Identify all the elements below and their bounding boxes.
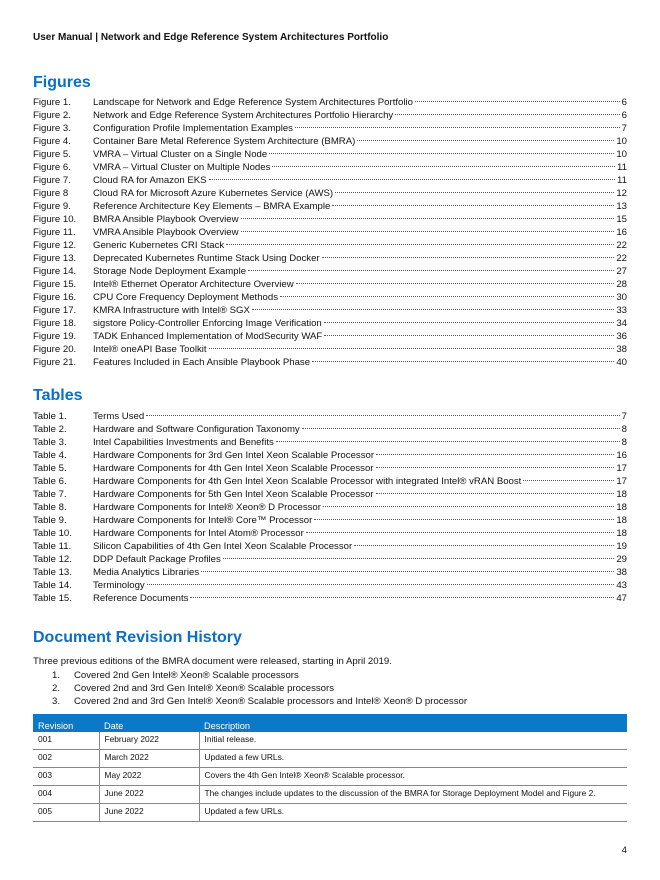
toc-entry[interactable] [33, 579, 627, 592]
toc-title: Silicon Capabilities of 4th Gen Intel Xeon Scalable Processor [93, 541, 353, 552]
toc-page: 17 [616, 463, 627, 474]
toc-page: 7 [621, 411, 627, 422]
toc-leader [324, 322, 615, 323]
table-row [33, 732, 627, 750]
toc-title: Hardware Components for Intel® Xeon® D Processor [93, 502, 321, 513]
toc-label: Table 4. [33, 450, 67, 461]
toc-leader [252, 309, 614, 310]
toc-label: Figure 11. [33, 227, 76, 238]
toc-title: sigstore Policy-Controller Enforcing Image Verification [93, 318, 322, 329]
toc-page: 27 [616, 266, 627, 277]
toc-label: Figure 3. [33, 123, 71, 134]
toc-entry[interactable] [33, 200, 627, 213]
toc-page: 11 [617, 175, 627, 186]
toc-label: Figure 13. [33, 253, 77, 264]
toc-title: VMRA – Virtual Cluster on Multiple Nodes [93, 162, 271, 173]
toc-entry[interactable] [33, 265, 627, 278]
toc-leader [248, 270, 614, 271]
toc-entry[interactable] [33, 514, 627, 527]
toc-page: 18 [616, 515, 627, 526]
cell-description: The changes include updates to the discussion of the BMRA for Storage Deployment Model and Figure 2. [199, 786, 627, 804]
toc-entry[interactable] [33, 317, 627, 330]
toc-leader [354, 545, 614, 546]
toc-leader [302, 428, 620, 429]
toc-leader [376, 493, 615, 494]
toc-label: Figure 17. [33, 305, 77, 316]
toc-label: Figure 16. [33, 292, 77, 303]
toc-entry[interactable] [33, 527, 627, 540]
toc-entry[interactable] [33, 423, 627, 436]
toc-entry[interactable] [33, 291, 627, 304]
toc-entry[interactable] [33, 96, 627, 109]
toc-label: Figure 2. [33, 110, 71, 121]
toc-page: 43 [616, 580, 627, 591]
list-number: 3. [52, 696, 61, 707]
toc-entry[interactable] [33, 239, 627, 252]
toc-label: Figure 12. [33, 240, 77, 251]
toc-title: BMRA Ansible Playbook Overview [93, 214, 239, 225]
toc-label: Table 3. [33, 437, 67, 448]
toc-label: Table 10. [33, 528, 72, 539]
toc-entry[interactable] [33, 436, 627, 449]
toc-leader [295, 127, 620, 128]
toc-title: CPU Core Frequency Deployment Methods [93, 292, 279, 303]
toc-page: 17 [616, 476, 627, 487]
toc-title: Intel® Ethernet Operator Architecture Overview [93, 279, 294, 290]
toc-page: 7 [621, 123, 627, 134]
cell-date: March 2022 [99, 750, 199, 768]
toc-entry[interactable] [33, 462, 627, 475]
toc-leader [314, 519, 614, 520]
toc-page: 38 [616, 567, 627, 578]
toc-title: Terminology [93, 580, 145, 591]
toc-leader [146, 415, 619, 416]
toc-page: 38 [616, 344, 627, 355]
toc-title: KMRA Infrastructure with Intel® SGX [93, 305, 250, 316]
toc-title: Hardware and Software Configuration Taxonomy [93, 424, 300, 435]
toc-title: VMRA – Virtual Cluster on a Single Node [93, 149, 268, 160]
toc-entry[interactable] [33, 475, 627, 488]
toc-label: Table 8. [33, 502, 67, 513]
list-number: 1. [52, 670, 61, 681]
cell-description: Updated a few URLs. [199, 750, 627, 768]
column-header-date: Date [99, 714, 199, 732]
toc-entry[interactable] [33, 553, 627, 566]
table-row [33, 750, 627, 768]
toc-leader [415, 101, 620, 102]
list-item [52, 682, 467, 695]
toc-page: 22 [616, 253, 627, 264]
cell-date: June 2022 [99, 804, 199, 822]
toc-title: DDP Default Package Profiles [93, 554, 221, 565]
cell-description: Initial release. [199, 732, 627, 750]
toc-page: 6 [621, 97, 627, 108]
toc-entry[interactable] [33, 540, 627, 553]
toc-title: Configuration Profile Implementation Examples [93, 123, 293, 134]
toc-entry[interactable] [33, 213, 627, 226]
toc-entry[interactable] [33, 488, 627, 501]
toc-label: Table 9. [33, 515, 67, 526]
cell-revision: 005 [33, 804, 99, 822]
toc-page: 13 [616, 201, 627, 212]
table-row [33, 768, 627, 786]
toc-leader [223, 558, 615, 559]
toc-leader [523, 480, 614, 481]
toc-label: Figure 6. [33, 162, 71, 173]
toc-label: Table 11. [33, 541, 72, 552]
list-text: Covered 2nd Gen Intel® Xeon® Scalable processors [74, 670, 299, 681]
toc-label: Figure 4. [33, 136, 71, 147]
toc-page: 8 [621, 437, 627, 448]
cell-description: Covers the 4th Gen Intel® Xeon® Scalable processor. [199, 768, 627, 786]
toc-label: Table 7. [33, 489, 67, 500]
toc-title: Hardware Components for Intel Atom® Processor [93, 528, 304, 539]
toc-entry[interactable] [33, 109, 627, 122]
toc-entry[interactable] [33, 304, 627, 317]
toc-title: Features Included in Each Ansible Playbook Phase [93, 357, 311, 368]
toc-leader [209, 179, 615, 180]
toc-label: Figure 1. [33, 97, 71, 108]
toc-entry[interactable] [33, 187, 627, 200]
toc-title: Intel Capabilities Investments and Benefits [93, 437, 274, 448]
toc-label: Table 13. [33, 567, 72, 578]
toc-entry[interactable] [33, 566, 627, 579]
document-header: User Manual | Network and Edge Reference System Architectures Portfolio [33, 32, 389, 43]
toc-page: 22 [616, 240, 627, 251]
toc-entry[interactable] [33, 148, 627, 161]
toc-leader [296, 283, 615, 284]
column-header-revision: Revision [33, 714, 99, 732]
toc-page: 36 [616, 331, 627, 342]
toc-title: Media Analytics Libraries [93, 567, 200, 578]
toc-label: Figure 20. [33, 344, 77, 355]
toc-leader [201, 571, 614, 572]
page-number: 4 [621, 845, 627, 856]
toc-label: Figure 18. [33, 318, 77, 329]
toc-label: Figure 14. [33, 266, 77, 277]
figures-heading: Figures [33, 74, 91, 91]
toc-title: Deprecated Kubernetes Runtime Stack Using Docker [93, 253, 320, 264]
toc-label: Table 2. [33, 424, 67, 435]
toc-entry[interactable] [33, 252, 627, 265]
toc-title: Generic Kubernetes CRI Stack [93, 240, 225, 251]
toc-page: 30 [616, 292, 627, 303]
toc-title: Network and Edge Reference System Architectures Portfolio Hierarchy [93, 110, 394, 121]
toc-page: 6 [621, 110, 627, 121]
toc-page: 8 [621, 424, 627, 435]
toc-page: 18 [616, 489, 627, 500]
toc-leader [376, 467, 615, 468]
toc-page: 19 [616, 541, 627, 552]
list-item [52, 695, 467, 708]
toc-label: Figure 15. [33, 279, 77, 290]
toc-page: 10 [616, 136, 627, 147]
toc-page: 10 [616, 149, 627, 160]
toc-leader [306, 532, 615, 533]
revision-editions-list [52, 669, 467, 708]
toc-leader [357, 140, 614, 141]
toc-leader [322, 257, 615, 258]
cell-date: May 2022 [99, 768, 199, 786]
toc-entry[interactable] [33, 122, 627, 135]
toc-title: Hardware Components for 5th Gen Intel Xeon Scalable Processor [93, 489, 374, 500]
figures-list [33, 96, 627, 369]
cell-revision: 004 [33, 786, 99, 804]
toc-leader [226, 244, 614, 245]
toc-title: Reference Architecture Key Elements – BMRA Example [93, 201, 331, 212]
toc-page: 34 [616, 318, 627, 329]
toc-label: Table 12. [33, 554, 72, 565]
toc-entry[interactable] [33, 135, 627, 148]
list-item [52, 669, 467, 682]
toc-leader [376, 454, 614, 455]
toc-title: Hardware Components for Intel® Core™ Processor [93, 515, 313, 526]
toc-entry[interactable] [33, 278, 627, 291]
list-text: Covered 2nd and 3rd Gen Intel® Xeon® Scalable processors [74, 683, 334, 694]
toc-title: TADK Enhanced Implementation of ModSecurity WAF [93, 331, 323, 342]
toc-label: Figure 5. [33, 149, 71, 160]
toc-leader [280, 296, 614, 297]
toc-title: Hardware Components for 4th Gen Intel Xeon Scalable Processor with integrated Intel® vRAN Boost [93, 476, 522, 487]
toc-leader [276, 441, 620, 442]
toc-page: 16 [616, 450, 627, 461]
list-number: 2. [52, 683, 61, 694]
toc-page: 18 [616, 502, 627, 513]
cell-date: June 2022 [99, 786, 199, 804]
toc-page: 47 [616, 593, 627, 604]
toc-leader [269, 153, 614, 154]
list-text: Covered 2nd and 3rd Gen Intel® Xeon® Scalable processors and Intel® Xeon® D processor [74, 696, 468, 707]
toc-label: Figure 21. [33, 357, 77, 368]
toc-title: Landscape for Network and Edge Reference System Architectures Portfolio [93, 97, 413, 108]
tables-heading: Tables [33, 387, 83, 404]
table-row [33, 804, 627, 822]
toc-label: Figure 10. [33, 214, 77, 225]
toc-page: 12 [616, 188, 627, 199]
toc-leader [147, 584, 615, 585]
tables-list [33, 410, 627, 605]
toc-entry[interactable] [33, 330, 627, 343]
table-header-row [33, 714, 627, 732]
toc-leader [241, 218, 615, 219]
toc-label: Table 14. [33, 580, 72, 591]
toc-page: 16 [616, 227, 627, 238]
toc-title: Cloud RA for Microsoft Azure Kubernetes Service (AWS) [93, 188, 334, 199]
toc-page: 15 [616, 214, 627, 225]
revision-intro: Three previous editions of the BMRA document were released, starting in April 2019. [33, 656, 392, 667]
toc-title: Container Bare Metal Reference System Architecture (BMRA) [93, 136, 356, 147]
toc-leader [335, 192, 614, 193]
toc-title: Cloud RA for Amazon EKS [93, 175, 207, 186]
toc-entry[interactable] [33, 410, 627, 423]
toc-label: Figure 9. [33, 201, 71, 212]
toc-label: Figure 7. [33, 175, 71, 186]
toc-leader [209, 348, 615, 349]
toc-entry[interactable] [33, 161, 627, 174]
toc-entry[interactable] [33, 449, 627, 462]
toc-leader [323, 506, 614, 507]
toc-leader [332, 205, 614, 206]
toc-leader [190, 597, 614, 598]
toc-page: 11 [617, 162, 627, 173]
toc-leader [272, 166, 615, 167]
toc-entry[interactable] [33, 174, 627, 187]
table-row [33, 786, 627, 804]
toc-page: 18 [616, 528, 627, 539]
toc-page: 33 [616, 305, 627, 316]
revision-table [33, 714, 627, 822]
toc-label: Table 15. [33, 593, 72, 604]
toc-leader [324, 335, 614, 336]
toc-label: Table 1. [33, 411, 67, 422]
toc-title: Storage Node Deployment Example [93, 266, 247, 277]
toc-label: Figure 19. [33, 331, 77, 342]
toc-title: Hardware Components for 4th Gen Intel Xeon Scalable Processor [93, 463, 374, 474]
toc-entry[interactable] [33, 501, 627, 514]
toc-label: Figure 8 [33, 188, 69, 199]
toc-page: 28 [616, 279, 627, 290]
toc-leader [241, 231, 615, 232]
revision-heading: Document Revision History [33, 629, 242, 646]
cell-revision: 001 [33, 732, 99, 750]
toc-label: Table 6. [33, 476, 67, 487]
toc-title: Terms Used [93, 411, 145, 422]
toc-label: Table 5. [33, 463, 67, 474]
toc-entry[interactable] [33, 226, 627, 239]
toc-title: Hardware Components for 3rd Gen Intel Xeon Scalable Processor [93, 450, 375, 461]
cell-revision: 003 [33, 768, 99, 786]
toc-entry[interactable] [33, 343, 627, 356]
toc-leader [395, 114, 619, 115]
toc-page: 40 [616, 357, 627, 368]
toc-leader [312, 361, 614, 362]
toc-title: Intel® oneAPI Base Toolkit [93, 344, 207, 355]
cell-date: February 2022 [99, 732, 199, 750]
toc-title: Reference Documents [93, 593, 189, 604]
cell-description: Updated a few URLs. [199, 804, 627, 822]
toc-entry[interactable] [33, 356, 627, 369]
toc-page: 29 [616, 554, 627, 565]
toc-title: VMRA Ansible Playbook Overview [93, 227, 239, 238]
toc-entry[interactable] [33, 592, 627, 605]
cell-revision: 002 [33, 750, 99, 768]
column-header-description: Description [199, 714, 627, 732]
